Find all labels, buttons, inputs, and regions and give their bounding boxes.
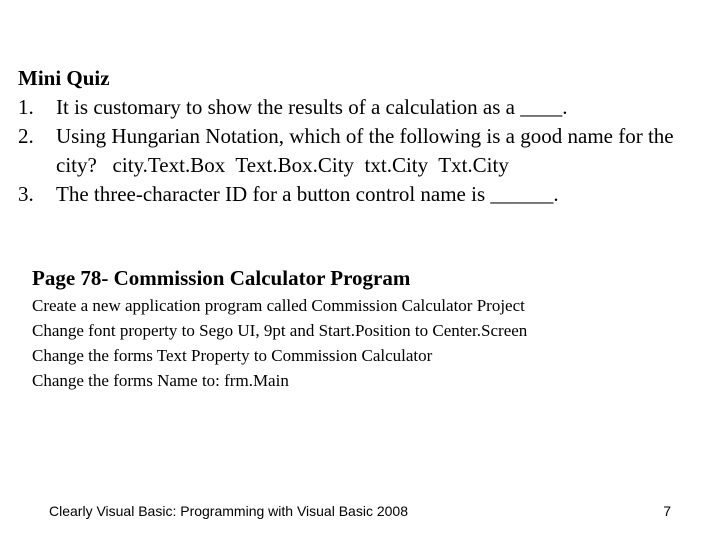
quiz-title: Mini Quiz xyxy=(18,66,110,90)
quiz-question-3 xyxy=(18,180,708,209)
mini-quiz-section xyxy=(18,64,708,209)
program-section xyxy=(32,263,702,393)
page-number: 7 xyxy=(663,503,671,519)
instruction-line: Change the forms Name to: frm.Main xyxy=(32,371,289,390)
program-title: Page 78- Commission Calculator Program xyxy=(32,266,411,290)
question-text: The three-character ID for a button control name is ______. xyxy=(56,182,559,206)
instruction-line: Create a new application program called Commission Calculator Project xyxy=(32,296,525,315)
program-instructions xyxy=(32,293,702,393)
quiz-question-1 xyxy=(18,93,708,122)
question-text: Using Hungarian Notation, which of the following is a good name for the city? city.Text.Box Text.Box.City txt.City Txt.City xyxy=(56,124,679,177)
question-number: 2. xyxy=(18,124,34,148)
footer-text: Clearly Visual Basic: Programming with Visual Basic 2008 xyxy=(49,503,408,519)
question-text: It is customary to show the results of a calculation as a ____. xyxy=(56,95,568,119)
question-number: 1. xyxy=(18,95,34,119)
question-number: 3. xyxy=(18,182,34,206)
instruction-line: Change the forms Text Property to Commission Calculator xyxy=(32,346,433,365)
instruction-line: Change font property to Sego UI, 9pt and Start.Position to Center.Screen xyxy=(32,321,528,340)
quiz-question-2 xyxy=(18,122,708,180)
quiz-question-list xyxy=(18,93,708,209)
